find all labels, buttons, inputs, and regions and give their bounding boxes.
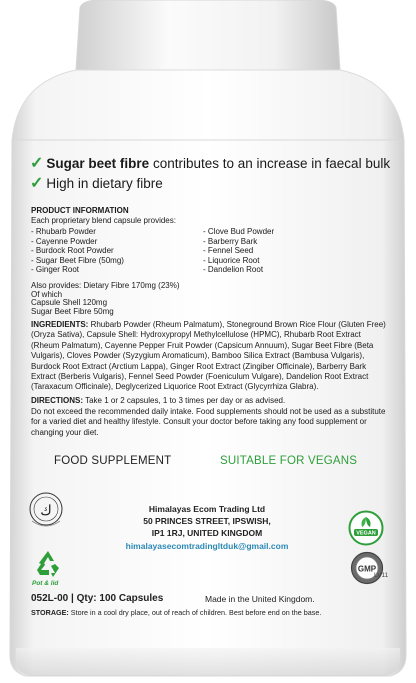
storage-text: Store in a cool dry place, out of reach of children. Best before end on the base. — [68, 608, 322, 617]
bottle-base — [16, 648, 400, 676]
claim-bold-text: Sugar beet fibre — [46, 156, 150, 171]
claim-dietary-fibre — [30, 176, 163, 192]
blend-item: - Burdock Root Powder — [31, 246, 114, 256]
vegan-badge-text: VEGAN — [356, 530, 376, 537]
recycle-icon — [32, 548, 64, 580]
qty-line: 052L-00 | Qty: 100 Capsules — [31, 593, 164, 604]
blend-list-right — [203, 227, 274, 275]
svg-text:ﻙ: ﻙ — [40, 503, 52, 519]
claim-rest-text: contributes to an increase in faecal bulk — [149, 156, 391, 171]
recycle-caption: Pot & lid — [32, 580, 59, 587]
product-label — [22, 148, 394, 648]
bottle-cap — [76, 0, 340, 70]
also-provides — [31, 282, 180, 316]
blend-item: - Fennel Seed — [203, 246, 254, 256]
company-email-link[interactable]: himalayasecomtradingltduk@gmail.com — [125, 541, 289, 551]
directions-label: DIRECTIONS: — [31, 396, 83, 405]
blend-item: - Barberry Bark — [203, 236, 258, 246]
ingredients-label: INGREDIENTS: — [31, 320, 89, 329]
blend-item: - Dandelion Root — [203, 265, 264, 275]
product-info-intro: Each proprietary blend capsule provides: — [31, 216, 176, 225]
gmp-badge-icon — [350, 551, 384, 585]
blend-item: - Rhubarb Powder — [31, 227, 96, 236]
blend-item: - Clove Bud Powder — [203, 227, 275, 236]
warning-paragraph: Do not exceed the recommended daily intake. Food supplements should not be used as a substitute for a varied diet and healthy lifestyle. Consult your doctor before taking any food supplement or changing your diet. — [31, 407, 386, 437]
blend-item: - Ginger Root — [31, 265, 80, 275]
ingredients-text: Rhubarb Powder (Rheum Palmatum), Stoneground Brown Rice Flour (Gluten Free) (Oryza Sativa), Capsule Shell: Hydroxypropyl Methylcellulose (HPMC), Rhubarb Root Extract (Rheum Palmatum), Cayenne Pepper Fruit Powder (Capsicum Annuum), Sugar Beet Fibre (Beta Vulgaris), Cloves Powder (Syzygium Aromaticum), Bamboo Silica Extract (Bambusa Vulgaris), Burdock Root Extract (Arctium Lappa), Ginger Root Extract (Zingiber Officinale), Barberry Bark Extract (Berberis Vulgaris), Fennel Seed Powder (Foeniculum Vulgare), Dandelion Root Extract (Taraxacum Officinale), Deglycerized Liquorice Root Extract (Glycyrrhiza Glabra). — [31, 320, 386, 392]
blend-item: - Sugar Beet Fibre (50mg) — [31, 255, 124, 265]
check-icon: ✓ — [30, 175, 44, 192]
storage-line — [31, 608, 321, 617]
vegan-badge-icon — [348, 510, 384, 546]
product-info-heading: PRODUCT INFORMATION — [31, 206, 129, 215]
made-in-label: Made in the United Kingdom. — [205, 594, 315, 604]
directions-paragraph — [31, 396, 386, 406]
company-address-line2: IP1 1RJ, UNITED KINGDOM — [151, 528, 263, 538]
suitable-for-vegans-label: SUITABLE FOR VEGANS — [220, 455, 358, 467]
blend-item: - Liquorice Root — [203, 255, 260, 265]
also-provides-line: Capsule Shell 120mg — [31, 298, 108, 308]
company-address-line1: 50 PRINCES STREET, IPSWISH, — [143, 516, 271, 526]
check-icon: ✓ — [30, 155, 44, 172]
food-supplement-label: FOOD SUPPLEMENT — [54, 455, 172, 467]
storage-label: STORAGE: — [31, 608, 69, 617]
also-provides-line: Sugar Beet Fibre 50mg — [31, 306, 114, 316]
gmp-badge-text: GMP — [357, 564, 377, 574]
label-version: LV11 — [374, 572, 389, 579]
bottle-shoulder — [12, 70, 404, 140]
blend-item: - Cayenne Powder — [31, 236, 98, 246]
company-name: Himalayas Ecom Trading Ltd — [148, 504, 266, 514]
also-provides-line: Of which — [31, 289, 63, 299]
blend-list-left — [31, 227, 124, 275]
also-provides-line: Also provides: Dietary Fibre 170mg (23%) — [31, 281, 180, 290]
claim-text: High in dietary fibre — [46, 176, 163, 191]
claim-faecal-bulk — [30, 156, 390, 172]
halal-logo-icon — [26, 491, 66, 541]
ingredients-paragraph — [31, 320, 386, 393]
directions-text: Take 1 or 2 capsules, 1 to 3 times per day or as advised. — [83, 396, 286, 405]
